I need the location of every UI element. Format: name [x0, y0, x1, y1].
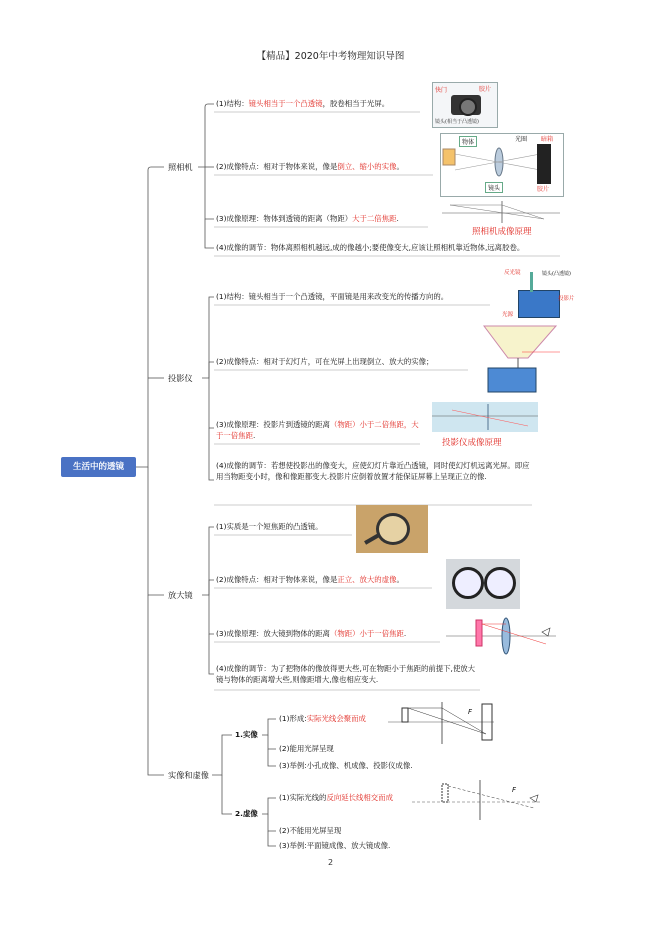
projector-label-light: 光源 — [502, 312, 514, 318]
magnifier-ray-diagram — [446, 614, 556, 656]
projector-principle-diagram — [432, 402, 538, 454]
lens-right-icon — [484, 567, 516, 599]
page-header: 【精品】2020年中考物理知识导图 — [256, 51, 405, 62]
projector-arm-icon — [530, 272, 533, 292]
branch-magnifier: 放大镜 — [168, 590, 193, 600]
projector-principle-caption: 投影仪成像原理 — [442, 438, 502, 448]
magnifier-rays — [446, 614, 556, 656]
label-object: 物体 — [459, 136, 477, 147]
projector-diagram — [478, 322, 562, 396]
real-image-rays — [388, 700, 496, 748]
branch-real-virtual: 实像和虚像 — [168, 770, 209, 780]
camera-label-shutter: 快门 — [435, 87, 448, 94]
camera-item-1: (1)结构：镜头相当于一个凸透镜，胶卷相当于光屏。 — [216, 99, 390, 108]
real-item-3: (3)举例:小孔成像、机成像、投影仪成像. — [279, 761, 413, 770]
camera-diagram — [440, 133, 564, 197]
camera-item-3: (3)成像原理：物体到透镜的距离（物距）大于二倍焦距. — [216, 214, 399, 223]
branch-projector: 投影仪 — [168, 373, 193, 383]
magnifier-handle-icon — [364, 533, 380, 544]
label-aperture: 光圈 — [515, 136, 528, 143]
virtual-item-3: (3)举例:平面镜成像、放大镜成像. — [279, 841, 391, 850]
projector-item-3: (3)成像原理：投影片到透镜的距离（物距）小于二倍焦距，大于一倍焦距. — [216, 420, 419, 440]
camera-principle-rays — [440, 199, 562, 225]
projector-label-mirror: 反光镜 — [504, 270, 521, 276]
projector-photo — [500, 266, 580, 322]
branch-camera: 照相机 — [168, 162, 193, 172]
projector-item-4: (4)成像的调节：若想使投影出的像变大，应使幻灯片靠近凸透镜，同时使幻灯机远离光屏。即应用当物距变小时，像和像距都变大.投影片应倒着放置才能保证屏幕上呈现正立的像. — [216, 461, 530, 481]
magnifying-glass-icon — [376, 513, 410, 545]
focus-label-real: F — [468, 708, 473, 716]
projector-label-lens: 镜头(凸透镜) — [542, 271, 571, 277]
focus-label-virtual: F — [512, 786, 517, 794]
virtual-item-1: (1)实际光线的反向延长线相交而成 — [279, 793, 393, 802]
camera-item-4: (4)成像的调节：物体离照相机越远,成的像越小;要使像变大,应该让照相机靠近物体,远离胶卷。 — [216, 243, 525, 252]
real-image-label: 1.实像 — [235, 730, 258, 739]
camera-principle-diagram — [440, 199, 562, 239]
lens-left-icon — [452, 567, 484, 599]
label-lens: 镜头 — [485, 182, 503, 193]
projector-principle-rays — [432, 402, 538, 432]
magnifier-item-1: (1)实质是一个短焦距的凸透镜。 — [216, 522, 323, 531]
real-item-1: (1)形成:实际光线会聚而成 — [279, 714, 366, 723]
camera-principle-caption: 照相机成像原理 — [472, 227, 532, 237]
virtual-image-rays — [412, 778, 542, 822]
camera-photo — [432, 82, 498, 128]
magnifier-item-4: (4)成像的调节：为了把物体的像放得更大些,可在物距小于焦距的前提下,使放大镜与物体的距离增大些,则像距增大,像也相应变大. — [216, 664, 476, 684]
magnifier-item-2: (2)成像特点：相对于物体来说，像是正立、放大的虚像。 — [216, 575, 404, 584]
virtual-image-diagram — [412, 778, 542, 822]
camera-lens-icon — [459, 98, 477, 116]
projector-label-slide: 投影片 — [558, 296, 575, 302]
label-film: 胶片 — [537, 186, 550, 193]
projector-item-2: (2)成像特点：相对于幻灯片，可在光屏上出现倒立、放大的实像； — [216, 357, 434, 366]
projector-item-1: (1)结构：镜头相当于一个凸透镜，平面镜是用来改变光的传播方向的。 — [216, 292, 449, 301]
label-darkbox: 暗箱 — [541, 136, 554, 143]
real-image-diagram — [388, 700, 496, 748]
magnifier-lenses-photo — [446, 559, 520, 609]
virtual-image-label: 2.虚像 — [235, 809, 258, 818]
camera-item-2: (2)成像特点：相对于物体来说，像是倒立、缩小的实像。 — [216, 162, 404, 171]
magnifier-photo — [356, 505, 428, 553]
magnifier-item-3: (3)成像原理：放大镜到物体的距离（物距）小于一倍焦距. — [216, 629, 407, 638]
root-node: 生活中的透镜 — [61, 457, 136, 477]
real-item-2: (2)能用光屏呈现 — [279, 744, 334, 753]
projector-body-icon — [518, 290, 560, 318]
page-number: 2 — [327, 858, 334, 867]
camera-label-lens: 镜头(相当于凸透镜) — [435, 119, 479, 125]
projector-ray-diagram — [478, 322, 562, 396]
camera-label-film: 胶片 — [479, 86, 492, 93]
virtual-item-2: (2)不能用光屏呈现 — [279, 826, 342, 835]
